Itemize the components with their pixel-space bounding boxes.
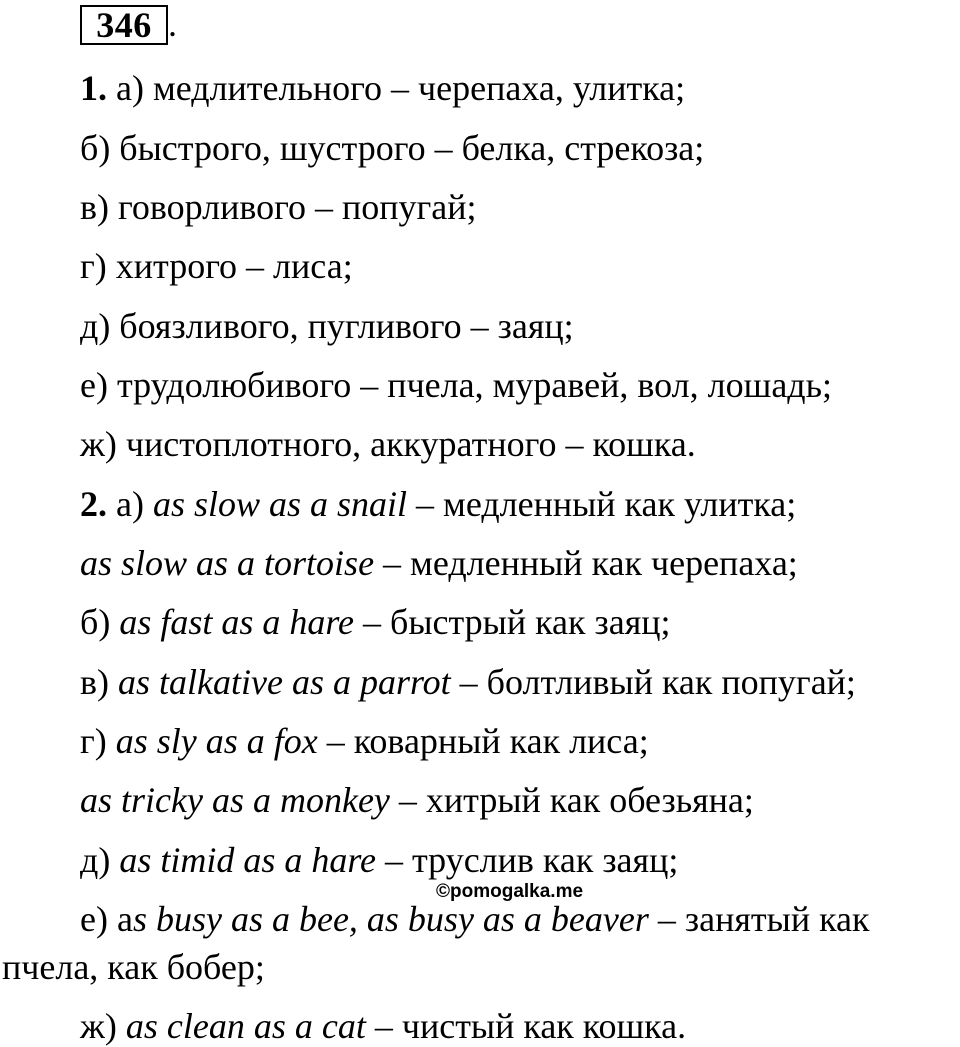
- part1-item-g: г) хитрого – лиса;: [80, 246, 353, 286]
- english-phrase: as sly as a fox: [115, 721, 318, 761]
- part1-item-e: е) трудолюбивого – пчела, муравей, вол, лошадь;: [80, 365, 833, 405]
- russian-translation: – хитрый как обезьяна;: [389, 780, 754, 820]
- task-number-box: [80, 5, 168, 45]
- russian-translation: – труслив как заяц;: [376, 840, 679, 880]
- part2-line-3: [80, 662, 856, 702]
- russian-translation: – занятый как: [648, 899, 870, 939]
- part2-line-8: [2, 947, 265, 987]
- task-number-dot: .: [168, 4, 177, 44]
- english-phrase: as talkative as a parrot: [118, 662, 451, 702]
- part1-line-zh: [80, 424, 696, 464]
- english-phrase: s busy as a bee, as busy as a beaver: [132, 899, 649, 939]
- russian-translation: – болтливый как попугай;: [450, 662, 856, 702]
- part1-item-zh: ж) чистоплотного, аккуратного – кошка.: [80, 424, 696, 464]
- english-phrase: as clean as a cat: [125, 1006, 366, 1046]
- watermark: ©pomogalka.me: [436, 881, 584, 902]
- part1-line-g: [80, 246, 353, 286]
- part1-line-b: [80, 128, 704, 168]
- part2-line-1: [80, 543, 798, 583]
- russian-translation: – чистый как кошка.: [365, 1006, 687, 1046]
- part2-prefix: б): [80, 602, 120, 642]
- part2-line-7: [80, 899, 870, 939]
- russian-translation: – быстрый как заяц;: [354, 602, 671, 642]
- english-phrase: as tricky as a monkey: [80, 780, 390, 820]
- part2-line-5: [80, 780, 754, 820]
- part2-prefix: в): [80, 662, 118, 702]
- part2-line-4: [80, 721, 649, 761]
- english-phrase: as timid as a hare: [119, 840, 376, 880]
- part1-item-d: д) боязливого, пугливого – заяц;: [80, 306, 574, 346]
- russian-translation: пчела, как бобер;: [2, 947, 265, 987]
- part1-line-a: [80, 68, 685, 108]
- part2-prefix: д): [80, 840, 120, 880]
- part2-prefix: а): [116, 484, 153, 524]
- russian-translation: – медленный как улитка;: [407, 484, 797, 524]
- part2-line-2: [80, 602, 671, 642]
- part2-number: 2.: [80, 484, 107, 524]
- task-number: 346: [96, 5, 152, 45]
- english-phrase: as slow as a tortoise: [80, 543, 375, 583]
- part1-line-v: [80, 187, 477, 227]
- part2-line-0: [80, 484, 796, 524]
- part1-item-v: в) говорливого – попугай;: [80, 187, 477, 227]
- part1-line-e: [80, 365, 832, 405]
- part1-item-b: б) быстрого, шустрого – белка, стрекоза;: [80, 128, 705, 168]
- part2-prefix: е) a: [80, 899, 133, 939]
- part1-item-a: а) медлительного – черепаха, улитка;: [116, 68, 686, 108]
- part2-prefix: ж): [80, 1006, 126, 1046]
- english-phrase: as slow as a snail: [152, 484, 408, 524]
- part2-line-6: [80, 840, 678, 880]
- russian-translation: – медленный как черепаха;: [374, 543, 798, 583]
- part1-line-d: [80, 306, 574, 346]
- english-phrase: as fast as a hare: [119, 602, 354, 642]
- part2-prefix: г): [80, 721, 116, 761]
- part2-line-9: [80, 1006, 686, 1046]
- part1-number: 1.: [80, 68, 107, 108]
- russian-translation: – коварный как лиса;: [317, 721, 649, 761]
